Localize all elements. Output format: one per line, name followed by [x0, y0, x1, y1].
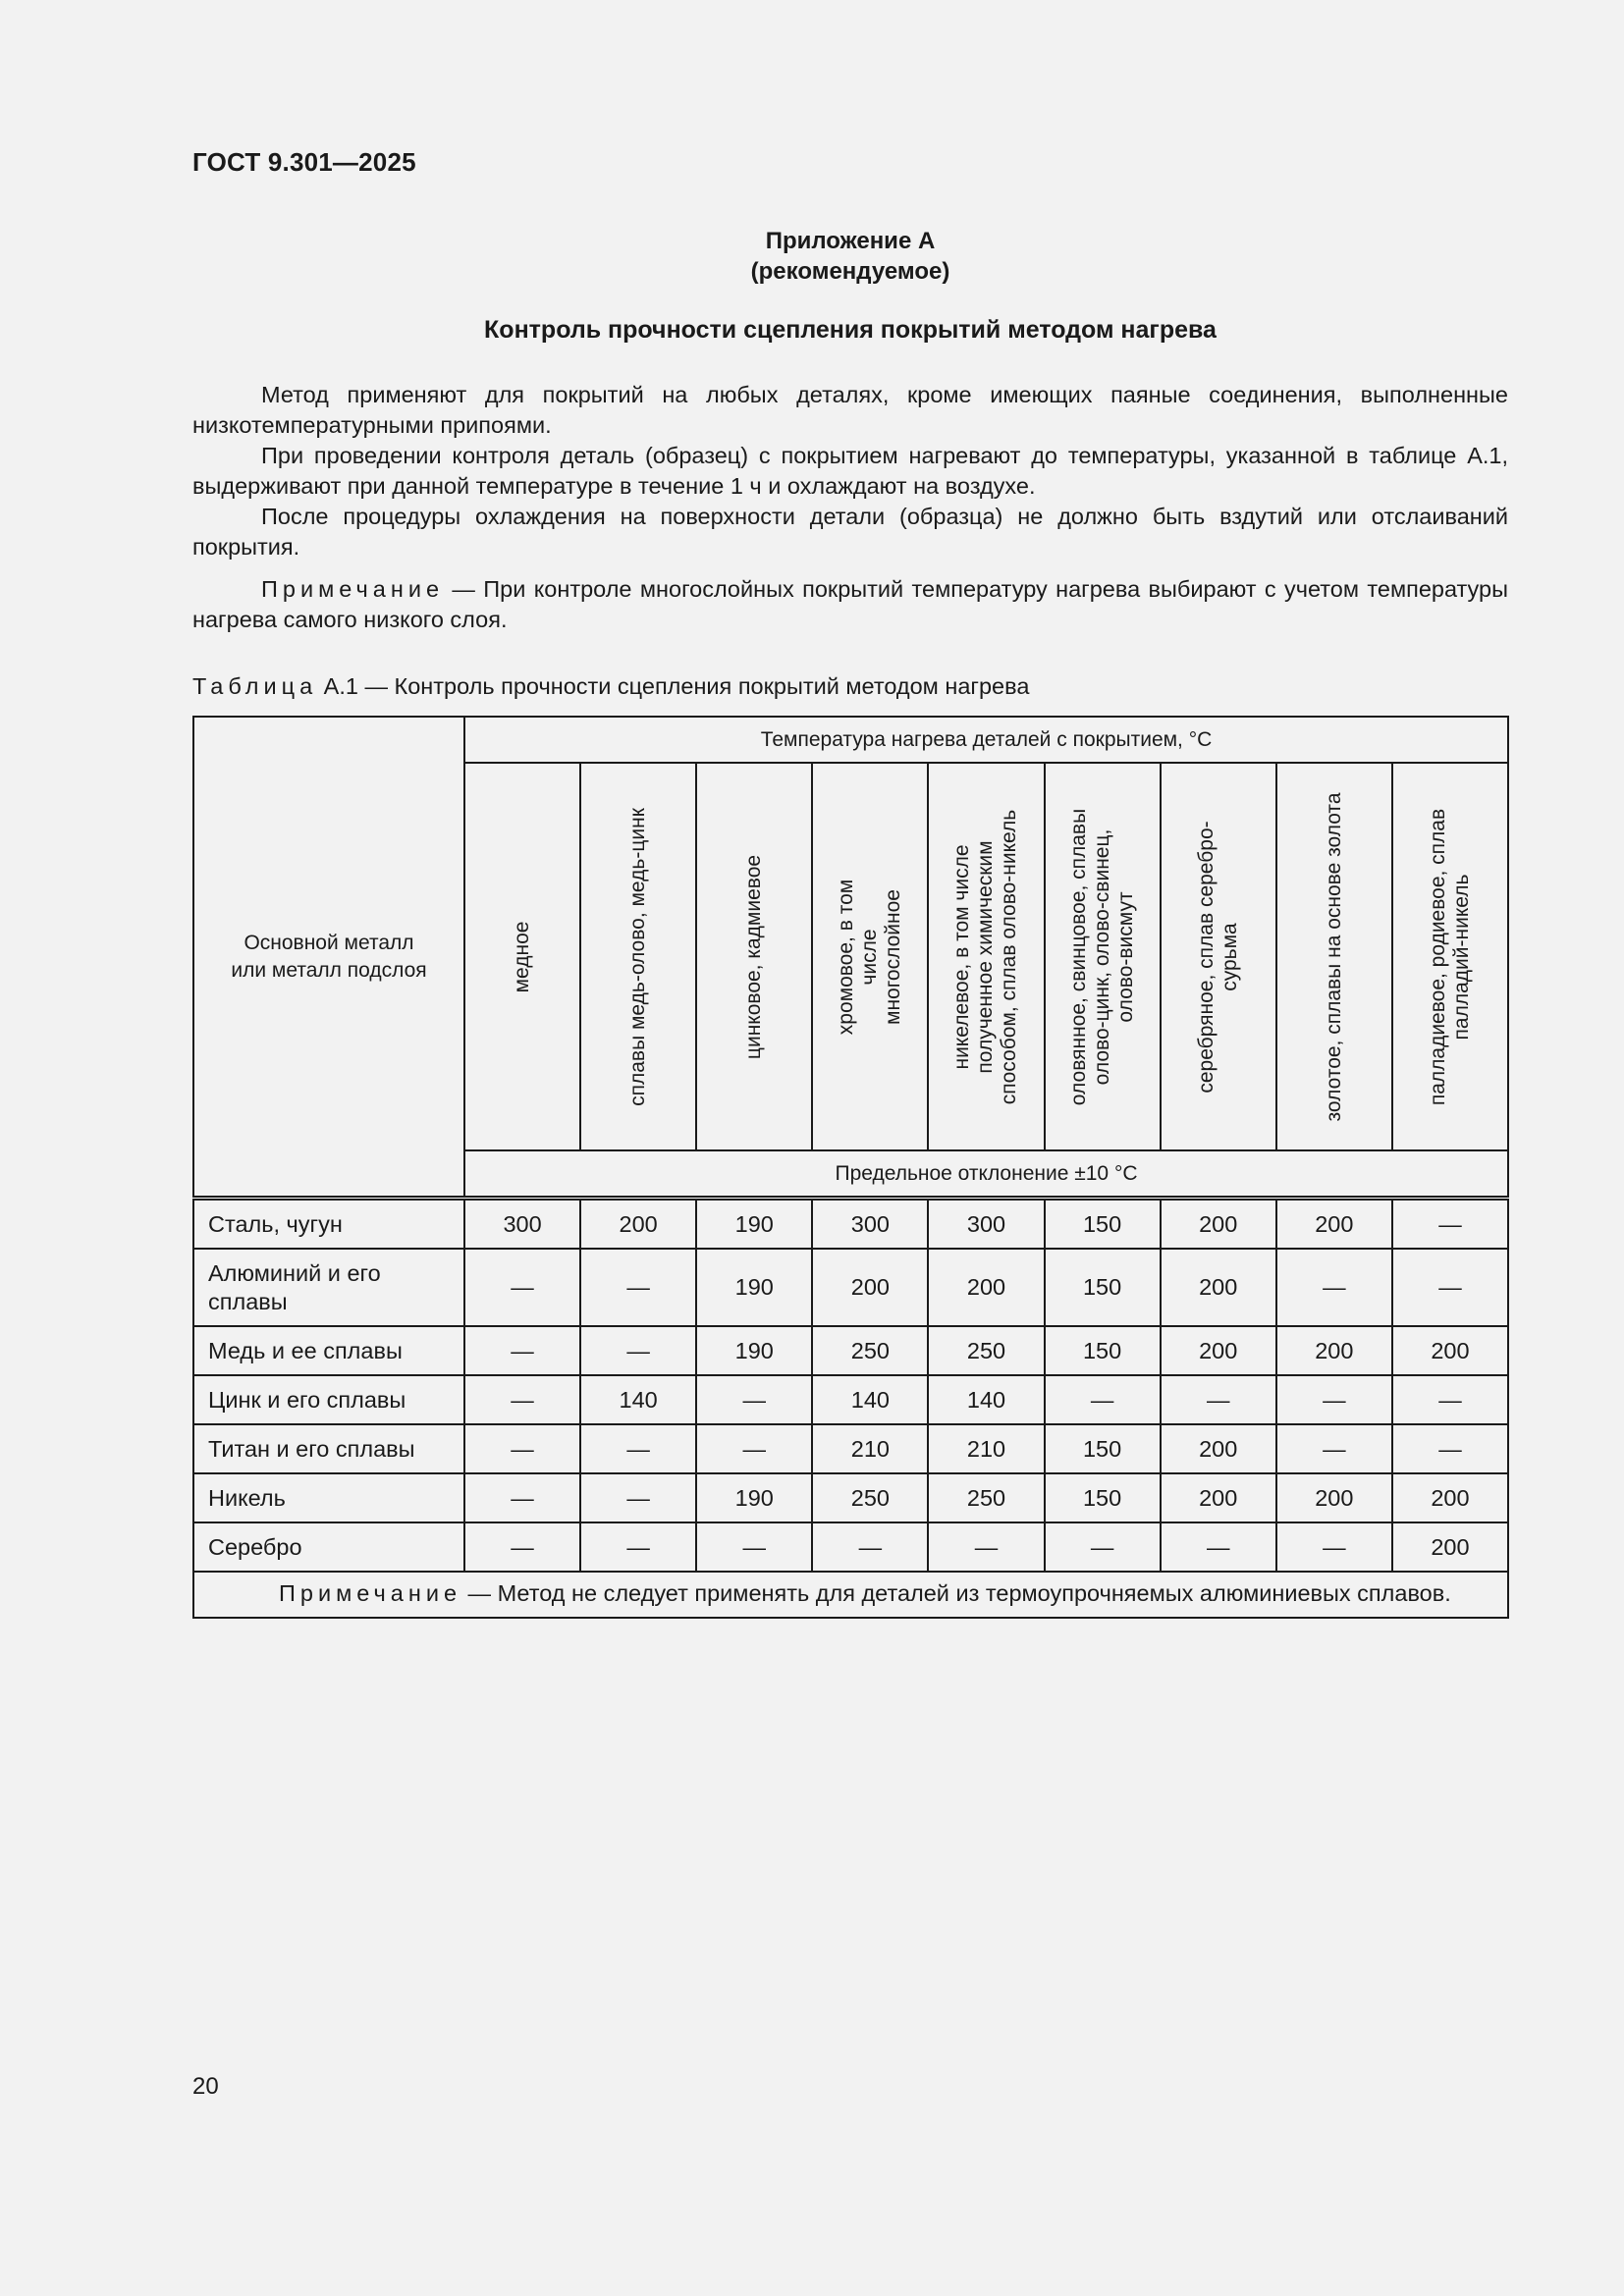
value-cell: —: [580, 1473, 696, 1522]
value-cell: 250: [812, 1473, 928, 1522]
value-cell: 200: [1161, 1199, 1276, 1250]
value-cell: —: [1276, 1522, 1392, 1572]
value-cell: —: [812, 1522, 928, 1572]
value-cell: 250: [928, 1326, 1044, 1375]
value-cell: —: [1161, 1375, 1276, 1424]
section-title: Контроль прочности сцепления покрытий методом нагрева: [484, 316, 1217, 344]
column-header-text: никелевое, в том числе полученное химическим способом, сплав олово-никель: [950, 809, 1021, 1104]
value-cell: 200: [580, 1199, 696, 1250]
value-cell: 200: [1392, 1522, 1508, 1572]
value-cell: 190: [696, 1199, 812, 1250]
value-cell: 200: [1392, 1326, 1508, 1375]
value-cell: —: [696, 1424, 812, 1473]
value-cell: 200: [1276, 1199, 1392, 1250]
value-cell: 250: [928, 1473, 1044, 1522]
column-header-text: палладиевое, родиевое, сплав палладий-никель: [1426, 808, 1473, 1105]
column-header: [1161, 763, 1276, 1150]
annex-heading: [192, 226, 1508, 287]
note-text: При контроле многослойных покрытий температуру нагрева выбирают с учетом температуры нагрева самого низкого слоя.: [192, 576, 1509, 632]
table-note-dash: —: [461, 1580, 498, 1606]
value-cell: —: [580, 1522, 696, 1572]
table-note-text: Метод не следует применять для деталей из термоупрочняемых алюминиевых сплавов.: [497, 1580, 1451, 1606]
metal-cell: Сталь, чугун: [193, 1199, 464, 1250]
column-header-text: оловянное, свинцовое, сплавы олово-цинк, олово-свинец, олово-висмут: [1066, 808, 1137, 1105]
value-cell: 140: [812, 1375, 928, 1424]
table-row: [193, 1424, 1508, 1473]
column-header: [812, 763, 928, 1150]
value-cell: —: [1045, 1375, 1161, 1424]
value-cell: 200: [1161, 1326, 1276, 1375]
column-header: [1392, 763, 1508, 1150]
column-header: [928, 763, 1044, 1150]
value-cell: —: [696, 1375, 812, 1424]
value-cell: —: [464, 1424, 580, 1473]
value-cell: 250: [812, 1326, 928, 1375]
value-cell: —: [464, 1326, 580, 1375]
value-cell: —: [464, 1522, 580, 1572]
note-dash: —: [444, 576, 484, 602]
table-row: [193, 1522, 1508, 1572]
value-cell: —: [464, 1249, 580, 1326]
column-header: [1276, 763, 1392, 1150]
note-label: Примечание: [261, 576, 445, 602]
column-header-text: хромовое, в том числе многослойное: [835, 879, 905, 1035]
column-header-text: серебряное, сплав серебро-сурьма: [1194, 820, 1241, 1094]
value-cell: 150: [1045, 1424, 1161, 1473]
value-cell: 200: [1161, 1473, 1276, 1522]
value-cell: 140: [580, 1375, 696, 1424]
value-cell: —: [1276, 1424, 1392, 1473]
table-row: [193, 1199, 1508, 1250]
group-header: Температура нагрева деталей с покрытием, °С: [464, 717, 1508, 763]
table-row: [193, 1326, 1508, 1375]
metal-cell: Цинк и его сплавы: [193, 1375, 464, 1424]
value-cell: 150: [1045, 1249, 1161, 1326]
table-row: [193, 1249, 1508, 1326]
value-cell: 200: [928, 1249, 1044, 1326]
value-cell: —: [580, 1249, 696, 1326]
column-header: [1045, 763, 1161, 1150]
value-cell: 300: [812, 1199, 928, 1250]
value-cell: —: [580, 1326, 696, 1375]
value-cell: 150: [1045, 1326, 1161, 1375]
value-cell: —: [696, 1522, 812, 1572]
value-cell: —: [1392, 1249, 1508, 1326]
heating-temperature-table: [192, 716, 1509, 1619]
table-row: [193, 1375, 1508, 1424]
page-number: 20: [192, 2073, 219, 2100]
value-cell: 200: [1276, 1473, 1392, 1522]
value-cell: —: [1276, 1249, 1392, 1326]
value-cell: 190: [696, 1326, 812, 1375]
paragraph: После процедуры охлаждения на поверхности детали (образца) не должно быть вздутий или отслаиваний покрытия.: [192, 504, 1508, 560]
document-header: ГОСТ 9.301—2025: [192, 147, 416, 177]
value-cell: —: [1161, 1522, 1276, 1572]
value-cell: 210: [812, 1424, 928, 1473]
note: [192, 574, 1508, 635]
corner-header-line: или металл подслоя: [231, 958, 427, 982]
corner-header: [193, 717, 464, 1199]
value-cell: —: [1392, 1424, 1508, 1473]
corner-header-line: Основной металл: [244, 931, 414, 954]
table-note: [193, 1572, 1508, 1618]
value-cell: 150: [1045, 1473, 1161, 1522]
paragraph: При проведении контроля деталь (образец) с покрытием нагревают до температуры, указанной в таблице А.1, выдерживают при данной температуре в течение 1 ч и охлаждают на воздухе.: [192, 443, 1508, 499]
value-cell: —: [1045, 1522, 1161, 1572]
value-cell: —: [928, 1522, 1044, 1572]
value-cell: 200: [1161, 1249, 1276, 1326]
metal-cell: Медь и ее сплавы: [193, 1326, 464, 1375]
column-header: [464, 763, 580, 1150]
value-cell: 140: [928, 1375, 1044, 1424]
value-cell: —: [1392, 1199, 1508, 1250]
metal-cell: Серебро: [193, 1522, 464, 1572]
column-header: [580, 763, 696, 1150]
value-cell: —: [1276, 1375, 1392, 1424]
value-cell: 200: [1161, 1424, 1276, 1473]
column-header-text: медное: [511, 921, 534, 992]
value-cell: —: [580, 1424, 696, 1473]
value-cell: 190: [696, 1473, 812, 1522]
value-cell: 200: [1392, 1473, 1508, 1522]
value-cell: 190: [696, 1249, 812, 1326]
value-cell: 150: [1045, 1199, 1161, 1250]
deviation-header: Предельное отклонение ±10 °С: [464, 1150, 1508, 1199]
column-header: [696, 763, 812, 1150]
value-cell: —: [464, 1473, 580, 1522]
annex-kind: (рекомендуемое): [750, 258, 950, 285]
value-cell: 210: [928, 1424, 1044, 1473]
column-header-text: цинковое, кадмиевое: [742, 854, 766, 1059]
table-caption-text: А.1 — Контроль прочности сцепления покрытий методом нагрева: [317, 673, 1030, 699]
value-cell: 300: [928, 1199, 1044, 1250]
table-caption: [192, 673, 1029, 700]
table-caption-label: Таблица: [192, 673, 318, 699]
value-cell: 300: [464, 1199, 580, 1250]
metal-cell: Алюминий и его сплавы: [193, 1249, 464, 1326]
value-cell: —: [464, 1375, 580, 1424]
table-row: [193, 1473, 1508, 1522]
value-cell: 200: [812, 1249, 928, 1326]
paragraph: Метод применяют для покрытий на любых деталях, кроме имеющих паяные соединения, выполненные низкотемпературными припоями.: [192, 382, 1508, 438]
table-note-row: [193, 1572, 1508, 1618]
metal-cell: Никель: [193, 1473, 464, 1522]
value-cell: 200: [1276, 1326, 1392, 1375]
value-cell: —: [1392, 1375, 1508, 1424]
body-text: [192, 380, 1508, 635]
metal-cell: Титан и его сплавы: [193, 1424, 464, 1473]
column-header-text: золотое, сплавы на основе золота: [1322, 792, 1345, 1121]
table-note-label: Примечание: [279, 1580, 462, 1606]
annex-title: Приложение А: [765, 228, 936, 254]
column-header-text: сплавы медь-олово, медь-цинк: [626, 807, 650, 1106]
